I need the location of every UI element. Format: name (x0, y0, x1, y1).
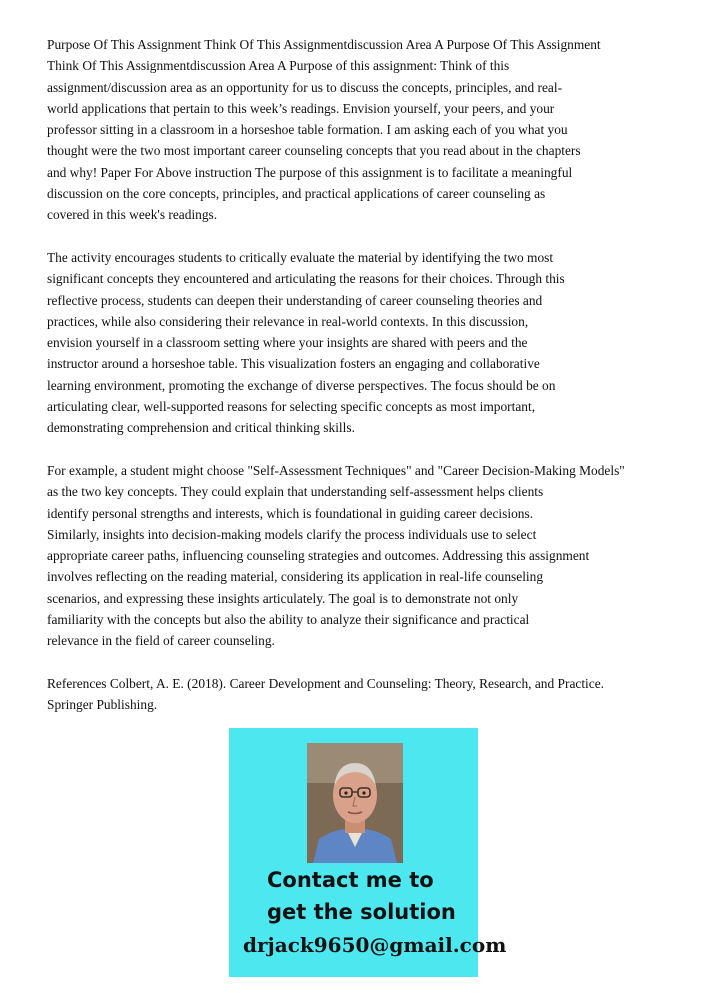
contact-email[interactable]: drjack9650@gmail.com (243, 933, 507, 957)
text-line: demonstrating comprehension and critical thinking skills. (47, 420, 355, 436)
text-line: appropriate career paths, influencing counseling strategies and outcomes. Addressing this assignment (47, 548, 590, 564)
text-line: The activity encourages students to critically evaluate the material by identifying the two most (47, 249, 554, 265)
references (47, 673, 687, 716)
text-line: as the two key concepts. They could explain that understanding self-assessment helps clients (47, 484, 544, 500)
contact-ad-banner[interactable] (229, 728, 507, 977)
text-line: References Colbert, A. E. (2018). Career Development and Counseling: Theory, Research, and Practice. (47, 675, 605, 691)
text-line: relevance in the field of career counseling. (47, 633, 275, 649)
text-line: For example, a student might choose "Self-Assessment Techniques" and "Career Decision-Making Models" (47, 462, 625, 478)
paragraph-spacer (47, 439, 687, 460)
contact-cta-line-2: get the solution (267, 900, 456, 924)
document-body (47, 34, 687, 716)
text-line: Purpose Of This Assignment Think Of This Assignmentdiscussion Area A Purpose Of This Assignment (47, 37, 601, 52)
text-line: Springer Publishing. (47, 697, 158, 713)
text-line: thought were the two most important career counseling concepts that you read about in the chapters (47, 143, 581, 159)
text-line: familiarity with the concepts but also the ability to analyze their significance and practical (47, 612, 530, 628)
contact-cta-line-1: Contact me to (267, 868, 434, 892)
text-line: involves reflecting on the reading material, considering its application in real-life counseling (47, 569, 544, 585)
text-line: assignment/discussion area as an opportunity for us to discuss the concepts, principles, and real- (47, 79, 563, 95)
text-line: scenarios, and expressing these insights articulately. The goal is to demonstrate not only (47, 590, 519, 606)
text-line: reflective process, students can deepen their understanding of career counseling theories and (47, 292, 543, 308)
text-line: professor sitting in a classroom in a horseshoe table formation. I am asking each of you what you (47, 122, 568, 138)
text-line: Similarly, insights into decision-making models clarify the process individuals use to select (47, 526, 537, 542)
text-line: learning environment, promoting the exchange of diverse perspectives. The focus should be on (47, 377, 556, 393)
text-line: practices, while also considering their relevance in real-world contexts. In this discussion, (47, 313, 529, 329)
paragraph-2 (47, 247, 687, 439)
paragraph-spacer (47, 652, 687, 673)
text-line: discussion on the core concepts, principles, and practical applications of career counseling as (47, 186, 546, 202)
text-line: significant concepts they encountered and articulating the reasons for their choices. Through this (47, 271, 565, 287)
paragraph-1 (47, 34, 687, 226)
paragraph-spacer (47, 226, 687, 247)
text-line: articulating clear, well-supported reasons for selecting specific concepts as most important, (47, 399, 536, 415)
text-line: covered in this week's readings. (47, 207, 218, 223)
portrait-illustration (307, 743, 403, 863)
author-portrait (307, 743, 403, 863)
text-line: envision yourself in a classroom setting where your insights are shared with peers and the (47, 335, 528, 351)
text-line: Think Of This Assignmentdiscussion Area A Purpose of this assignment: Think of this (47, 58, 510, 74)
text-line: identify personal strengths and interests, which is foundational in guiding career decisions. (47, 505, 534, 521)
text-line: and why! Paper For Above instruction The purpose of this assignment is to facilitate a meaningful (47, 164, 573, 180)
paragraph-3 (47, 460, 687, 652)
text-line: instructor around a horseshoe table. This visualization fosters an engaging and collaborative (47, 356, 540, 372)
text-line: world applications that pertain to this week’s readings. Envision yourself, your peers, and your (47, 100, 555, 116)
